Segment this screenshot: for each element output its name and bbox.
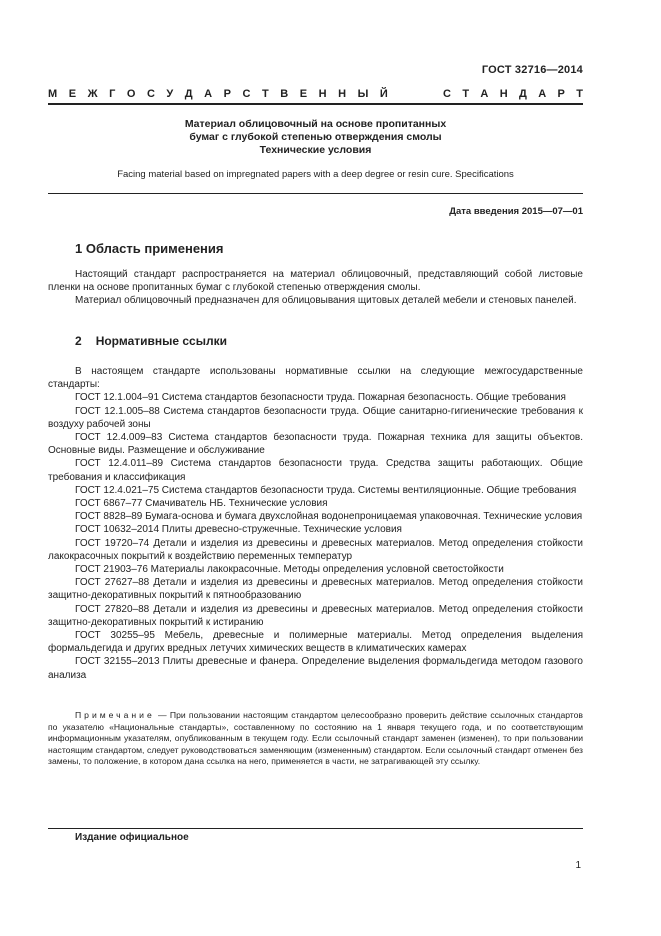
document-code: ГОСТ 32716—2014 — [481, 64, 583, 76]
section-2-intro: В настоящем стандарте использованы нормативные ссылки на следующие межгосударственные стандарты: — [48, 366, 583, 391]
reference-item: ГОСТ 10632–2014 Плиты древесно-стружечные. Технические условия — [75, 524, 402, 536]
document-title — [48, 118, 583, 157]
title-line-1: Материал облицовочный на основе пропитанных — [184, 118, 447, 130]
reference-item: ГОСТ 12.4.021–75 Система стандартов безопасности труда. Системы вентиляционные. Общие требования — [75, 484, 577, 496]
reference-item: ГОСТ 12.1.004–91 Система стандартов безопасности труда. Пожарная безопасность. Общие требования — [75, 392, 566, 404]
reference-item: ГОСТ 21903–76 Материалы лакокрасочные. Методы определения условной светостойкости — [75, 564, 504, 576]
reference-note — [48, 710, 583, 768]
footer-divider — [48, 828, 583, 829]
reference-item: ГОСТ 30255–95 Мебель, древесные и полимерные материалы. Метод определения выделения формальдегида и других вредных летучих химических веществ в климатических камерах — [48, 630, 583, 655]
note-text: — При пользовании настоящим стандартом целесообразно проверить действие ссылочных стандартов по указателю «Национальные стандарты», составленному по состоянию на 1 января текущего года, и по соответствующим информационным указателям, опубликованным в текущем году. Если ссылочный стандарт заменен (изменен), то при пользовании настоящим стандартом, следует руководствоваться заменяющим (измененным) стандартом. Если ссылочный стандарт отменен без замены, то положение, в котором дана ссылка на него, применяется в части, не затрагивающей эту ссылку. — [48, 710, 583, 767]
banner-word-interstate: М Е Ж Г О С У Д А Р С Т В Е Н Н Ы Й — [48, 88, 388, 100]
section-1-paragraph: Материал облицовочный предназначен для облицовывания щитовых деталей мебели и стеновых панелей. — [75, 295, 577, 307]
reference-item: ГОСТ 12.4.011–89 Система стандартов безопасности труда. Средства защиты работающих. Общие требования и классификация — [48, 458, 583, 483]
reference-item: ГОСТ 27627–88 Детали и изделия из древесины и древесных материалов. Метод определения стойкости защитно-декоративных покрытий к пятнообразованию — [48, 577, 583, 602]
effective-date: Дата введения 2015—07—01 — [449, 206, 583, 217]
reference-item: ГОСТ 32155–2013 Плиты древесные и фанера. Определение выделения формальдегида методом газового анализа — [48, 656, 583, 681]
reference-item: ГОСТ 6867–77 Смачиватель НБ. Технические условия — [75, 498, 328, 510]
section-1-body — [48, 268, 583, 308]
reference-item: ГОСТ 12.1.005–88 Система стандартов безопасности труда. Общие санитарно-гигиенические требования к воздуху рабочей зоны — [48, 405, 583, 430]
note-label: Примечание — [75, 710, 155, 720]
section-2-heading — [75, 334, 227, 348]
page-number: 1 — [575, 860, 581, 871]
section-2-title: Нормативные ссылки — [95, 334, 227, 348]
reference-item: ГОСТ 8828–89 Бумага-основа и бумага двухслойная водонепроницаемая упаковочная. Технические условия — [75, 511, 583, 523]
section-2-body — [48, 365, 583, 682]
section-1-heading: 1 Область применения — [75, 241, 224, 256]
banner-word-standard: С Т А Н Д А Р Т — [443, 88, 583, 100]
official-edition-label: Издание официальное — [75, 832, 189, 843]
reference-item: ГОСТ 12.4.009–83 Система стандартов безопасности труда. Пожарная техника для защиты объектов. Основные виды. Размещение и обслуживание — [48, 432, 583, 457]
title-line-3: Технические условия — [259, 144, 372, 156]
standard-banner — [48, 88, 583, 100]
reference-item: ГОСТ 27820–88 Детали и изделия из древесины и древесных материалов. Метод определения стойкости защитно-декоративных покрытий к истиранию — [48, 603, 583, 628]
header-divider — [48, 103, 583, 105]
title-divider — [48, 193, 583, 194]
english-title: Facing material based on impregnated papers with a deep degree or resin cure. Specifications — [117, 169, 514, 180]
title-line-2: бумаг с глубокой степенью отверждения смолы — [189, 131, 442, 143]
reference-item: ГОСТ 19720–74 Детали и изделия из древесины и древесных материалов. Метод определения стойкости лакокрасочных покрытий к воздействию переменных температур — [48, 537, 583, 562]
section-1-paragraph: Настоящий стандарт распространяется на материал облицовочный, представляющий собой листовые пленки на основе пропитанных бумаг с глубокой степенью отверждения смолы. — [48, 269, 583, 294]
section-2-number: 2 — [75, 334, 82, 348]
